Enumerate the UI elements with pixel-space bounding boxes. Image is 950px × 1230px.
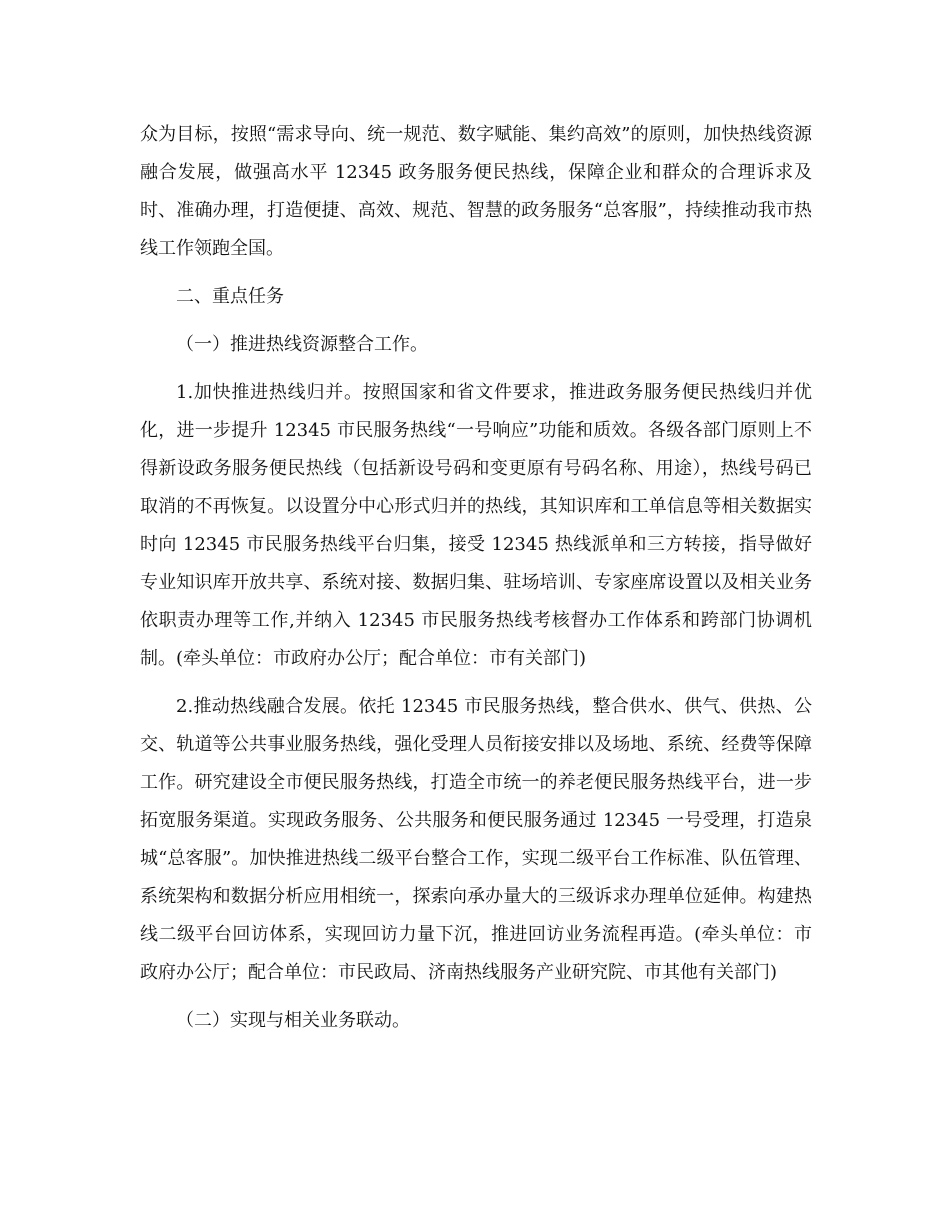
subsection-heading-2: （二）实现与相关业务联动。 <box>176 1010 410 1031</box>
intro-paragraph: 众为目标，按照“需求导向、统一规范、数字赋能、集约高效”的原则，加快热线资源融合发展，做强高水平 12345 政务服务便民热线，保障企业和群众的合理诉求及时、准确办理，打造便捷、高效、规范、智慧的政务服务“总客服”，持续推动我市热线工作领跑全国。 <box>140 124 812 259</box>
task-paragraph-2: 2.推动热线融合发展。依托 12345 市民服务热线，整合供水、供气、供热、公交、轨道等公共事业服务热线，强化受理人员衔接安排以及场地、系统、经费等保障工作。研究建设全市便民服务热线，打造全市统一的养老便民服务热线平台，进一步拓宽服务渠道。实现政务服务、公共服务和便民服务通过 12345 一号受理，打造泉城“总客服”。加快推进热线二级平台整合工作，实现二级平台工作标准、队伍管理、系统架构和数据分析应用相统一，探索向承办量大的三级诉求办理单位延伸。构建热线二级平台回访体系，实现回访力量下沉，推进回访业务流程再造。(牵头单位：市政府办公厅；配合单位：市民政局、济南热线服务产业研究院、市其他有关部门) <box>140 696 812 983</box>
section-heading-key-tasks: 二、重点任务 <box>176 286 284 307</box>
task-paragraph-1: 1.加快推进热线归并。按照国家和省文件要求，推进政务服务便民热线归并优化，进一步提升 12345 市民服务热线“一号响应”功能和质效。各级各部门原则上不得新设政务服务便民热线（包括新设号码和变更原有号码名称、用途），热线号码已取消的不再恢复。以设置分中心形式归并的热线，其知识库和工单信息等相关数据实时向 12345 市民服务热线平台归集，接受 12345 热线派单和三方转接，指导做好专业知识库开放共享、系统对接、数据归集、驻场培训、专家座席设置以及相关业务依职责办理等工作,并纳入 12345 市民服务热线考核督办工作体系和跨部门协调机制。(牵头单位：市政府办公厅；配合单位：市有关部门) <box>140 382 812 669</box>
subsection-heading-1: （一）推进热线资源整合工作。 <box>176 334 428 355</box>
document-body <box>140 116 812 1040</box>
